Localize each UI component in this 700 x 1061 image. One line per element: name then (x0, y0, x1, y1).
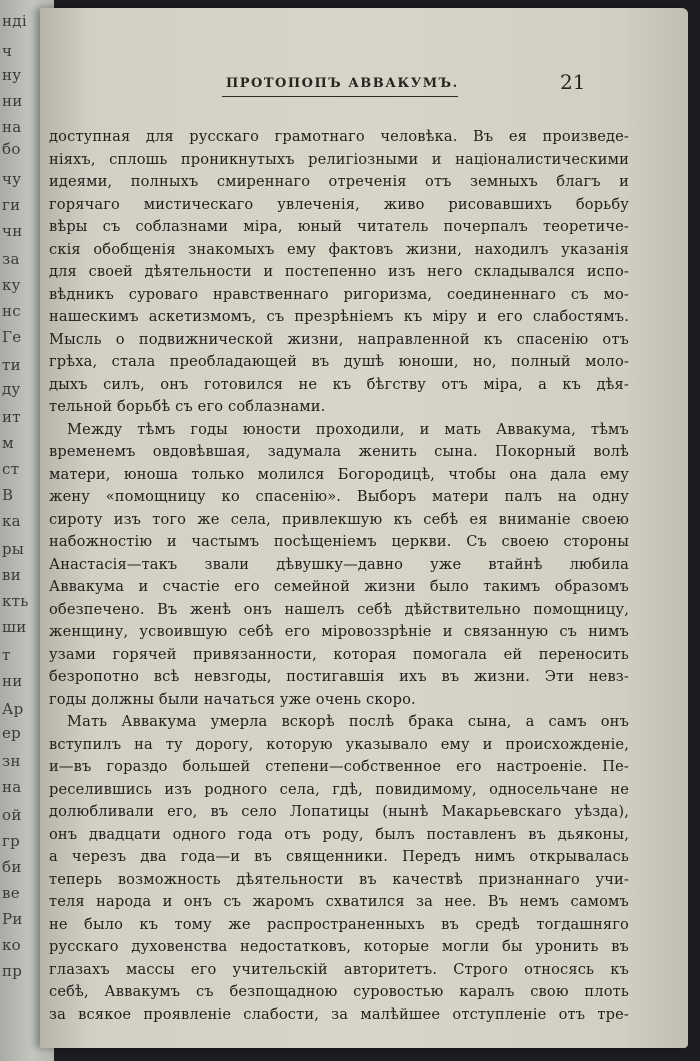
left-page-fragment: ну (2, 66, 22, 84)
left-page-fragment: ры (2, 540, 25, 558)
text-line: обезпечено. Въ женѣ онъ нашелъ себѣ дѣйствительно помощницу, (49, 600, 629, 618)
text-line: нiяхъ, сплошь проникнутыхъ религiозными и нацiоналистическими (49, 150, 629, 168)
text-line: безропотно всѣ невзгоды, постигавшiя ихъ въ жизни. Эти невз- (49, 668, 629, 685)
left-page-fragment: Ге (2, 328, 22, 346)
text-line: Между тѣмъ годы юности проходили, и мать Аввакума, тѣмъ (67, 420, 629, 438)
left-page-fragment: за (2, 250, 20, 268)
left-page-fragment: на (2, 118, 22, 136)
left-page-fragment: м (2, 434, 14, 452)
text-line: вѣры съ соблазнами мiра, юный читатель почерпалъ теоретиче- (49, 218, 629, 235)
left-page-fragment: ой (2, 806, 22, 824)
text-line: Мать Аввакума умерла вскорѣ послѣ брака сына, а самъ онъ (67, 713, 629, 730)
left-page-fragment: пр (2, 962, 23, 980)
left-page-fragment: В (2, 486, 14, 504)
text-line: скiя обобщенiя знакомыхъ ему фактовъ жизни, находилъ указанiя (49, 240, 629, 258)
left-page-fragment: Ри (2, 910, 23, 928)
text-line: долюбливали его, въ село Лопатицы (нынѣ Макарьевскаго уѣзда), (49, 803, 629, 820)
text-line: горячаго мистическаго увлеченiя, живо рисовавшихъ борьбу (49, 195, 629, 213)
left-page-fragment: Ар (2, 700, 24, 718)
text-line: и—въ гораздо большей степени—собственное его настроенiе. Пе- (49, 758, 629, 775)
text-line: матери, юноша только молился Богородицѣ, чтобы она дала ему (49, 465, 629, 483)
text-line: временемъ овдовѣвшая, задумала женить сына. Покорный волѣ (49, 443, 629, 460)
left-page-fragment: т (2, 646, 11, 664)
left-page-fragment: ст (2, 460, 20, 478)
text-line: за всякое проявленiе слабости, за малѣйшее отступленiе отъ тре- (49, 1005, 629, 1023)
left-page-fragment: гр (2, 832, 21, 850)
text-line: реселившись изъ родного села, гдѣ, повидимому, односельчане не (49, 780, 629, 798)
left-page-fragment: нс (2, 302, 21, 320)
text-line: Аввакума и счастiе его семейной жизни было такимъ образомъ (49, 578, 629, 595)
left-page-fragment: кть (2, 592, 29, 610)
text-line: Мысль о подвижнической жизни, направленной къ спасенiю отъ (49, 330, 629, 348)
text-line: годы должны были начаться уже очень скоро. (49, 690, 416, 708)
left-page-fragment: ви (2, 566, 22, 584)
book-page (40, 8, 688, 1048)
text-line: нашескимъ аскетизмомъ, съ презрѣнiемъ къ мiру и его слабостямъ. (49, 308, 629, 325)
text-line: сироту изъ того же села, привлекшую къ себѣ ея вниманiе своею (49, 510, 629, 528)
left-page-fragment: зн (2, 752, 21, 770)
page-number: 21 (560, 70, 586, 94)
text-line: дыхъ силъ, онъ готовился не къ бѣгству отъ мiра, а къ дѣя- (49, 375, 629, 393)
text-line: женщину, усвоившую себѣ его мiровоззрѣнiе и связанную съ нимъ (49, 623, 629, 640)
running-title: ПРОТОПОПЪ АВВАКУМЪ. (226, 76, 459, 91)
left-page-fragment: ни (2, 672, 23, 690)
left-page-fragment: ши (2, 618, 27, 636)
left-page-fragment: чу (2, 170, 22, 188)
text-line: грѣха, стала преобладающей въ душѣ юноши, но, полный моло- (49, 353, 629, 370)
text-line: вѣдникъ суроваго нравственнаго ригоризма, соединеннаго съ мо- (49, 285, 629, 303)
left-page-fragment: на (2, 778, 22, 796)
text-line: вступилъ на ту дорогу, которую указывало ему и происхожденiе, (49, 735, 629, 753)
left-page-fragment: би (2, 858, 22, 876)
header-rule (222, 96, 458, 97)
left-page-fragment: ч (2, 42, 13, 60)
text-line: не было къ тому же распространенныхъ въ средѣ тогдашняго (49, 915, 629, 933)
left-page-fragment: ко (2, 936, 22, 954)
left-page-fragment: ве (2, 884, 20, 902)
text-line: а черезъ два года—и въ священники. Передъ нимъ открывалась (49, 848, 629, 865)
left-page-fragment: ит (2, 408, 21, 426)
left-page-fragment: ер (2, 724, 22, 742)
left-page-fragment: чн (2, 222, 23, 240)
text-line: онъ двадцати одного года отъ роду, былъ поставленъ въ дьяконы, (49, 825, 629, 843)
left-page-fragment: ду (2, 380, 21, 398)
page-header (40, 68, 650, 98)
left-page-fragment: ку (2, 276, 21, 294)
text-line: жену «помощницу ко спасенiю». Выборъ матери палъ на одну (49, 488, 629, 505)
text-line: доступная для русскаго грамотнаго человѣка. Въ ея произведе- (49, 128, 629, 145)
text-line: набожностiю и частымъ посѣщенiемъ церкви. Съ своею стороны (49, 533, 629, 550)
text-line: Анастасiя—такъ звали дѣвушку—давно уже втайнѣ любила (49, 555, 629, 573)
left-page-fragment: ни (2, 92, 23, 110)
body-text (49, 126, 629, 1026)
left-page-fragment: ндi (2, 12, 27, 30)
text-line: узами горячей привязанности, которая помогала ей переносить (49, 645, 629, 663)
left-page-fragment: ти (2, 356, 21, 374)
text-line: русскаго духовенства недостатковъ, которые могли бы уронить въ (49, 938, 629, 955)
text-line: себѣ, Аввакумъ съ безпощадною суровостью каралъ свою плоть (49, 983, 629, 1000)
text-line: глазахъ массы его учительскiй авторитетъ. Строго относясь къ (49, 960, 629, 978)
left-page-fragment: ги (2, 196, 21, 214)
left-page-fragment: бо (2, 140, 21, 158)
left-page-fragment: ка (2, 512, 21, 530)
text-line: теля народа и онъ съ жаромъ схватился за нее. Въ немъ самомъ (49, 893, 629, 910)
text-line: для своей дѣятельности и постепенно изъ него складывался испо- (49, 263, 629, 280)
text-line: теперь возможность дѣятельности въ качествѣ признаннаго учи- (49, 870, 629, 888)
text-line: идеями, полныхъ смиреннаго отреченiя отъ земныхъ благъ и (49, 173, 629, 190)
text-line: тельной борьбѣ съ его соблазнами. (49, 398, 326, 415)
